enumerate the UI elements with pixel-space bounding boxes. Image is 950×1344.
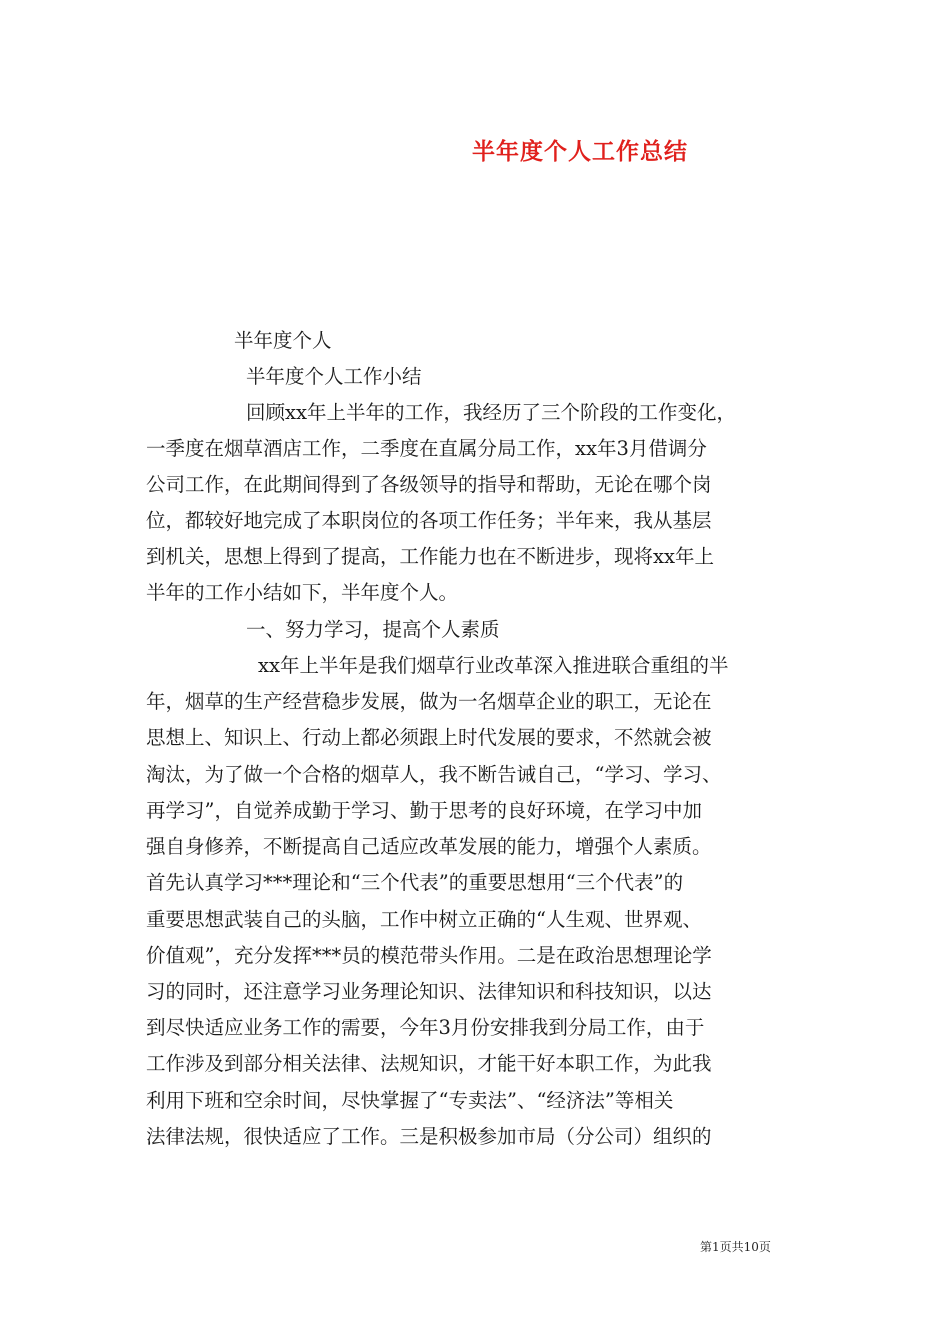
text-line: 到尽快适应业务工作的需要，今年3月份安排我到分局工作，由于	[146, 1016, 705, 1039]
text-line: 重要思想武装自己的头脑，工作中树立正确的“人生观、世界观、	[146, 908, 702, 931]
page-number: 第1页共10页	[700, 1240, 771, 1254]
text-line: 思想上、知识上、行动上都必须跟上时代发展的要求，不然就会被	[146, 726, 712, 749]
text-line: 半年度个人	[234, 329, 332, 352]
text-line: 半年度个人工作小结	[246, 365, 422, 388]
text-line: 工作涉及到部分相关法律、法规知识，才能干好本职工作，为此我	[146, 1052, 712, 1075]
text-line: xx年上半年是我们烟草行业改革深入推进联合重组的半	[258, 654, 729, 677]
text-line: 一季度在烟草酒店工作，二季度在直属分局工作，xx年3月借调分	[146, 437, 707, 460]
text-line: 价值观”，充分发挥***员的模范带头作用。二是在政治思想理论学	[146, 944, 712, 967]
text-line: 再学习”，自觉养成勤于学习、勤于思考的良好环境，在学习中加	[146, 799, 702, 822]
text-line: 强自身修养，不断提高自己适应改革发展的能力，增强个人素质。	[146, 835, 712, 858]
text-line: 淘汰，为了做一个合格的烟草人，我不断告诫自己，“学习、学习、	[146, 763, 722, 786]
text-line: 位，都较好地完成了本职岗位的各项工作任务；半年来，我从基层	[146, 509, 712, 532]
text-line: 到机关，思想上得到了提高，工作能力也在不断进步，现将xx年上	[146, 545, 714, 568]
text-line: 回顾xx年上半年的工作，我经历了三个阶段的工作变化，	[246, 401, 736, 424]
text-line: 半年的工作小结如下，半年度个人。	[146, 581, 459, 604]
text-line: 法律法规，很快适应了工作。三是积极参加市局（分公司）组织的	[146, 1125, 712, 1148]
text-line: 习的同时，还注意学习业务理论知识、法律知识和科技知识，以达	[146, 980, 712, 1003]
text-line: 公司工作，在此期间得到了各级领导的指导和帮助，无论在哪个岗	[146, 473, 712, 496]
document-title: 半年度个人工作总结	[472, 139, 688, 165]
text-line: 年，烟草的生产经营稳步发展，做为一名烟草企业的职工，无论在	[146, 690, 712, 713]
text-line: 利用下班和空余时间，尽快掌握了“专卖法”、“经济法”等相关	[146, 1089, 674, 1112]
text-line: 首先认真学习***理论和“三个代表”的重要思想用“三个代表”的	[146, 871, 684, 894]
section-heading: 一、努力学习，提高个人素质	[246, 618, 500, 641]
